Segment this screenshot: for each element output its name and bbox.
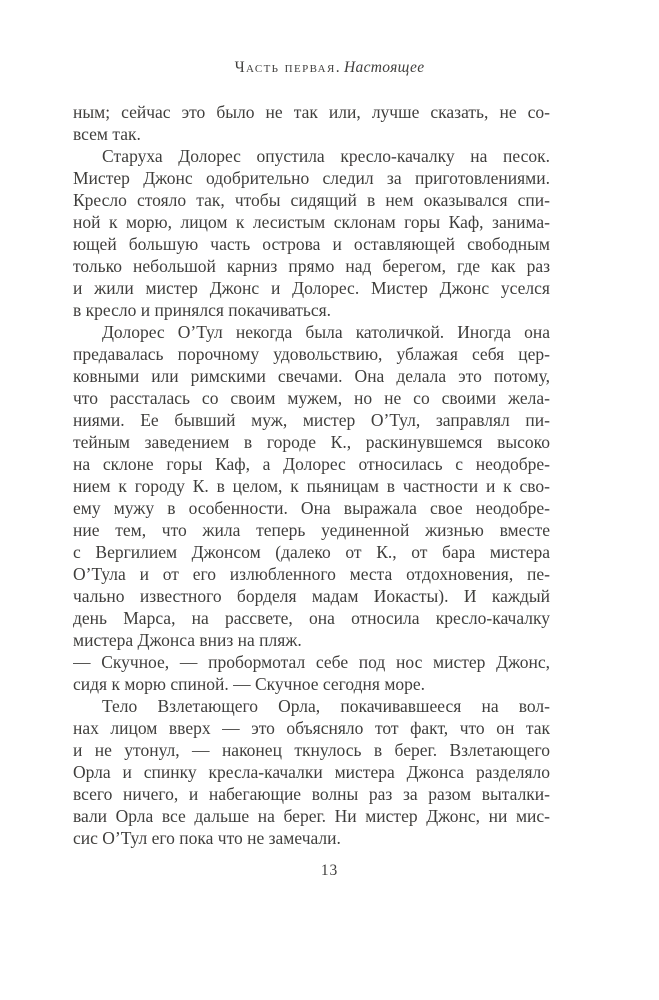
paragraph [73,145,550,321]
text-line: ковными или римскими свечами. Она делала это потому, [73,366,550,386]
part-title: Настоящее [344,59,425,76]
text-line: всем так. [73,124,141,144]
text-line: Тело Взлетающего Орла, покачивавшееся на вол- [102,696,550,716]
text-line: предавалась порочному удовольствию, ублажая себя цер- [73,344,550,364]
text-line: ние тем, что жила теперь уединенной жизнью вместе [73,520,550,540]
paragraph [73,101,550,145]
part-label: Часть первая. [234,59,342,76]
text-line: — Скучное, — пробормотал себе под нос мистер Джонс, [73,652,550,672]
text-line: сидя к морю спиной. — Скучное сегодня море. [73,674,426,694]
text-line: вали Орла все дальше на берег. Ни мистер Джонс, ни мис- [73,806,550,826]
text-line: ным; сейчас это было не так или, лучше сказать, не со- [73,102,550,122]
text-line: день Марса, на рассвете, она относила кресло-качалку [73,608,550,628]
text-line: и жили мистер Джонс и Долорес. Мистер Джонс уселся [73,278,550,298]
text-line: чально известного борделя мадам Иокасты). И каждый [73,586,550,606]
paragraph [73,651,550,695]
text-line: и не утонул, — наконец ткнулось в берег. Взлетающего [73,740,550,760]
text-line: Старуха Долорес опустила кресло-качалку на песок. [102,146,550,166]
running-head [0,59,659,77]
text-line: Долорес О’Тул некогда была католичкой. Иногда она [102,322,550,342]
text-line: нах лицом вверх — это объясняло тот факт, что он так [73,718,550,738]
paragraph [73,321,550,651]
text-line: Кресло стояло так, чтобы сидящий в нем оказывался спи- [73,190,550,210]
text-line: в кресло и принялся покачиваться. [73,300,332,320]
text-line: ющей большую часть острова и оставляющей свободным [73,234,550,254]
text-line: Орла и спинку кресла-качалки мистера Джонса разделяло [73,762,550,782]
paragraph [73,695,550,849]
text-line: О’Тула и от его излюбленного места отдохновения, пе- [73,564,550,584]
text-line: ниями. Ее бывший муж, мистер О’Тул, заправлял пи- [73,410,550,430]
text-line: сис О’Тул его пока что не замечали. [73,828,341,848]
text-line: что рассталась со своим мужем, но не со своими жела- [73,388,550,408]
text-line: на склоне горы Каф, а Долорес относилась с неодобре- [73,454,550,474]
page-number: 13 [320,862,339,879]
text-line: ему мужу в особенности. Она выражала свое неодобре- [73,498,550,518]
body-text [73,101,550,849]
text-line: ной к морю, лицом к лесистым склонам горы Каф, занима- [73,212,550,232]
text-line: нием к городу К. в целом, к пьяницам в частности и к сво- [73,476,550,496]
text-line: всего ничего, и набегающие волны раз за разом выталки- [73,784,550,804]
text-line: только небольшой карниз прямо над берегом, где как раз [73,256,550,276]
text-line: Мистер Джонс одобрительно следил за приготовлениями. [73,168,550,188]
text-line: с Вергилием Джонсом (далеко от К., от бара мистера [73,542,550,562]
text-line: тейным заведением в городе К., раскинувшемся высоко [73,432,550,452]
text-line: мистера Джонса вниз на пляж. [73,630,302,650]
